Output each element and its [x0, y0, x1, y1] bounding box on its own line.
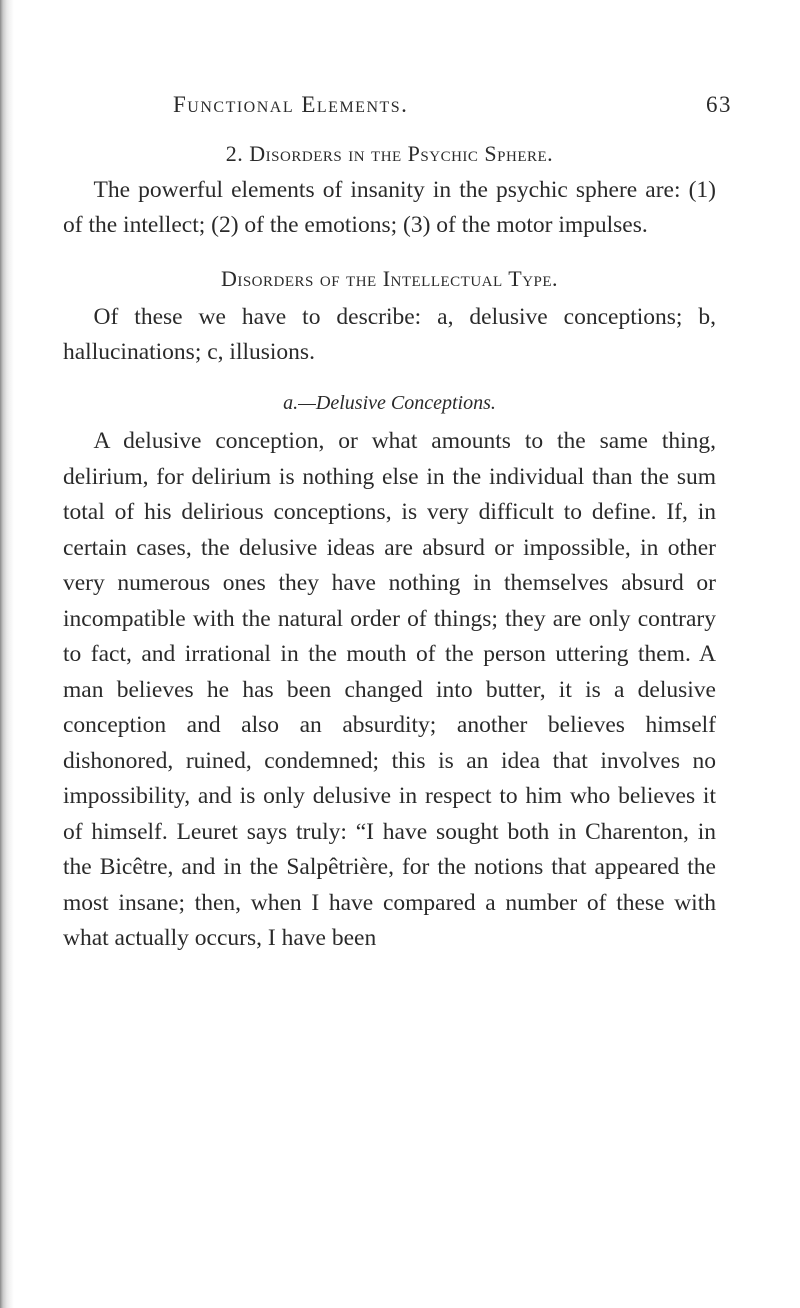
paragraph-list-of-disorders: Of these we have to describe: a, delusive conceptions; b, hallucinations; c, illusions. — [63, 304, 716, 365]
subsection-heading-delusive-conceptions: a.—Delusive Conceptions. — [283, 392, 496, 414]
book-page — [63, 82, 732, 957]
paragraph-delusive-conception: A delusive conception, or what amounts to the same thing, delirium, for delirium is nothing else in the individual than the sum total of his delirious conceptions, is very difficult to define. If, in certain cases, the delusive ideas are absurd or impossible, in other very numerous ones they have nothing in themselves absurd or incompatible with the natural order of things; they are only contrary to fact, and irrational in the mouth of the person uttering them. A man believes he has been changed into butter, it is a delusive conception and also an absurdity; another believes himself dishonored, ruined, condemned; this is an idea that involves no impossibility, and is only delusive in respect to him who believes it of himself. Leuret says truly: “I have sought both in Charenton, in the Bicêtre, and in the Salpêtrière, for the notions that appeared the most insane; then, when I have compared a number of these with what actually occurs, I have been — [63, 428, 716, 951]
paragraph-psychic-elements: The powerful elements of insanity in the psychic sphere are: (1) of the intellect; (2) of the emotions; (3) of the motor impulses. — [63, 177, 716, 238]
sub-heading-intellectual-type: Disorders of the Intellectual Type. — [220, 266, 559, 291]
section-heading: 2. Disorders in the Psychic Sphere. — [225, 141, 554, 166]
book-spine-shadow — [0, 0, 14, 1308]
page-number: 63 — [706, 92, 732, 117]
running-head — [63, 82, 732, 122]
running-head-title: Functional Elements. — [173, 92, 409, 117]
